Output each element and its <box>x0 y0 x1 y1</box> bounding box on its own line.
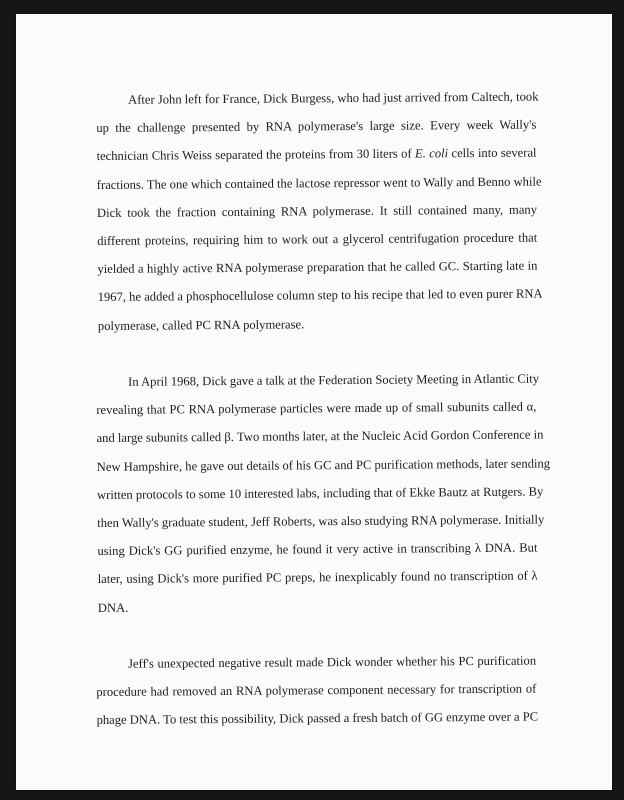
text-line: 1967, he added a phosphocellulose column step to his recipe that led to even purer RNA <box>97 286 543 305</box>
text-line: New Hampshire, he gave out details of his GC and PC purification methods, later sending <box>96 455 551 474</box>
paragraph-3 <box>96 646 537 734</box>
text-line: phage DNA. To test this possibility, Dick passed a fresh batch of GG enzyme over a PC <box>96 709 539 728</box>
text-line: up the challenge presented by RNA polymerase's large size. Every week Wally's <box>96 117 537 136</box>
text-line: different proteins, requiring him to work out a glycerol centrifugation procedure that <box>97 230 538 249</box>
text-line: Dick took the fraction containing RNA polymerase. It still contained many, many <box>96 202 538 220</box>
text-segment: technician Chris Weiss separated the proteins from 30 liters of <box>96 146 416 164</box>
text-line: then Wally's graduate student, Jeff Roberts, was also studying RNA polymerase. Initially <box>97 512 545 530</box>
text-line: polymerase, called PC RNA polymerase. <box>97 316 305 333</box>
text-line: yielded a highly active RNA polymerase preparation that he called GC. Starting late in <box>97 258 538 277</box>
text-line: fractions. The one which contained the lactose repressor went to Wally and Benno while <box>96 174 542 192</box>
text-line: written protocols to some 10 interested labs, including that of Ekke Bautz at Rutgers. By <box>96 484 544 502</box>
text-line: revealing that PC RNA polymerase particles were made up of small subunits called α, <box>96 399 537 418</box>
text-line: using Dick's GG purified enzyme, he found it very active in transcribing λ DNA. But <box>97 540 538 559</box>
paragraph-1 <box>96 83 543 340</box>
text-segment: cells into several <box>448 145 537 161</box>
text-line: procedure had removed an RNA polymerase component necessary for transcription of <box>96 681 537 699</box>
text-line: In April 1968, Dick gave a talk at the Federation Society Meeting in Atlantic City <box>128 371 540 389</box>
text-line: Jeff's unexpected negative result made Dick wonder whether his PC purification <box>128 653 537 671</box>
paragraph-2 <box>96 364 551 621</box>
text-line: later, using Dick's more purified PC preps, he inexplicably found no transcription of λ <box>97 568 538 587</box>
text-line <box>96 139 536 171</box>
italic-species-name: E. coli <box>414 146 449 161</box>
document-page <box>16 14 612 790</box>
text-line: After John left for France, Dick Burgess, who had just arrived from Caltech, took <box>128 89 539 107</box>
text-line: and large subunits called β. Two months later, at the Nucleic Acid Gordon Conference in <box>96 427 544 446</box>
body-text <box>96 86 551 762</box>
text-line: DNA. <box>97 600 129 615</box>
